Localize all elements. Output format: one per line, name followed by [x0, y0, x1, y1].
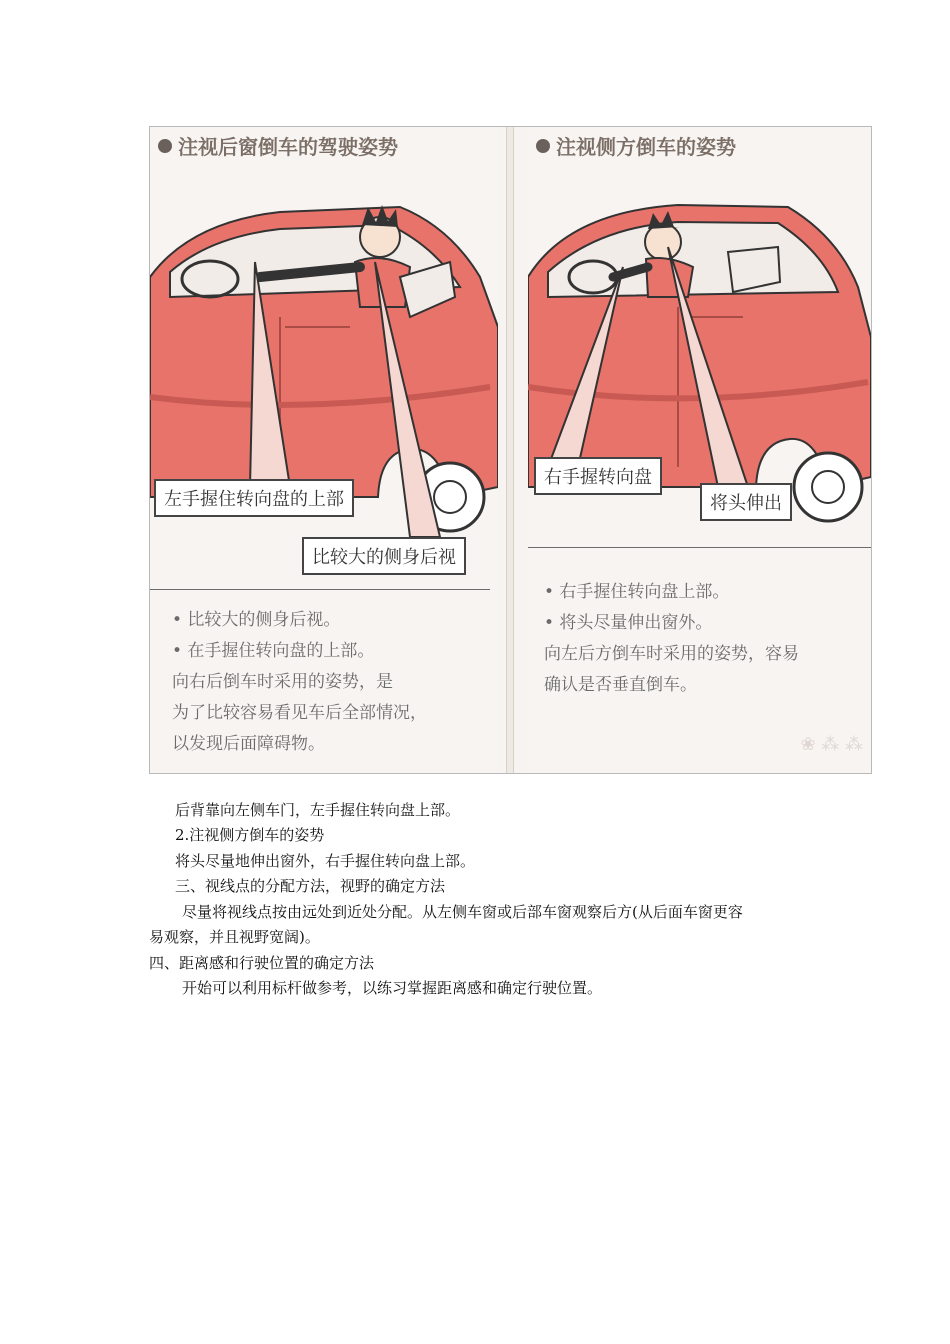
body-line-1: 后背靠向左侧车门，左手握住转向盘上部。 [175, 801, 461, 819]
left-caption-line: • 比较大的侧身后视。 [172, 610, 341, 630]
body-line-6: 易观察，并且视野宽阔)。 [149, 928, 320, 946]
left-caption-line: 以发现后面障碍物。 [172, 734, 325, 754]
left-caption-line: 为了比较容易看见车后全部情况， [172, 703, 427, 723]
section-heading-3: 三、视线点的分配方法，视野的确定方法 [175, 877, 446, 895]
right-panel-heading [536, 131, 736, 160]
right-caption [544, 577, 799, 701]
watermark-logo: ❀ ⁂ ⁂ [800, 734, 863, 755]
left-caption-line: • 在手握住转向盘的上部。 [172, 641, 375, 661]
right-callout-hand: 右手握转向盘 [534, 457, 662, 495]
left-panel [150, 127, 498, 773]
left-callout-look-back: 比较大的侧身后视 [302, 537, 466, 575]
right-callout-head-out: 将头伸出 [700, 483, 792, 521]
body-line-3: 将头尽量地伸出窗外，右手握住转向盘上部。 [175, 852, 476, 870]
rear-window-reversing-illustration [150, 167, 498, 587]
right-caption-rule [528, 547, 871, 548]
body-line-5: 尽量将视线点按由远处到近处分配。从左侧车窗或后部车窗观察后方(从后面车窗更容 [182, 903, 743, 921]
right-panel [528, 127, 871, 773]
right-panel-title: 注视侧方倒车的姿势 [556, 135, 736, 159]
bullet-icon [158, 139, 172, 153]
right-caption-line: • 右手握住转向盘上部。 [544, 582, 730, 602]
right-caption-line: • 将头尽量伸出窗外。 [544, 613, 713, 633]
left-caption-rule [150, 589, 490, 590]
left-panel-title: 注视后窗倒车的驾驶姿势 [178, 135, 398, 159]
left-caption-line: 向右后倒车时采用的姿势，是 [172, 672, 393, 692]
body-line-2: 2.注视侧方倒车的姿势 [175, 826, 325, 844]
driving-posture-figure [149, 126, 872, 774]
left-callout-hand: 左手握住转向盘的上部 [154, 479, 354, 517]
section-heading-4: 四、距离感和行驶位置的确定方法 [149, 954, 375, 972]
bullet-icon [536, 139, 550, 153]
right-caption-line: 确认是否垂直倒车。 [544, 675, 697, 695]
body-line-8: 开始可以利用标杆做参考，以练习掌握距离感和确定行驶位置。 [182, 979, 603, 997]
left-panel-heading [158, 131, 398, 160]
right-caption-line: 向左后方倒车时采用的姿势，容易 [544, 644, 799, 664]
panel-divider [506, 127, 514, 773]
left-caption [172, 605, 427, 760]
